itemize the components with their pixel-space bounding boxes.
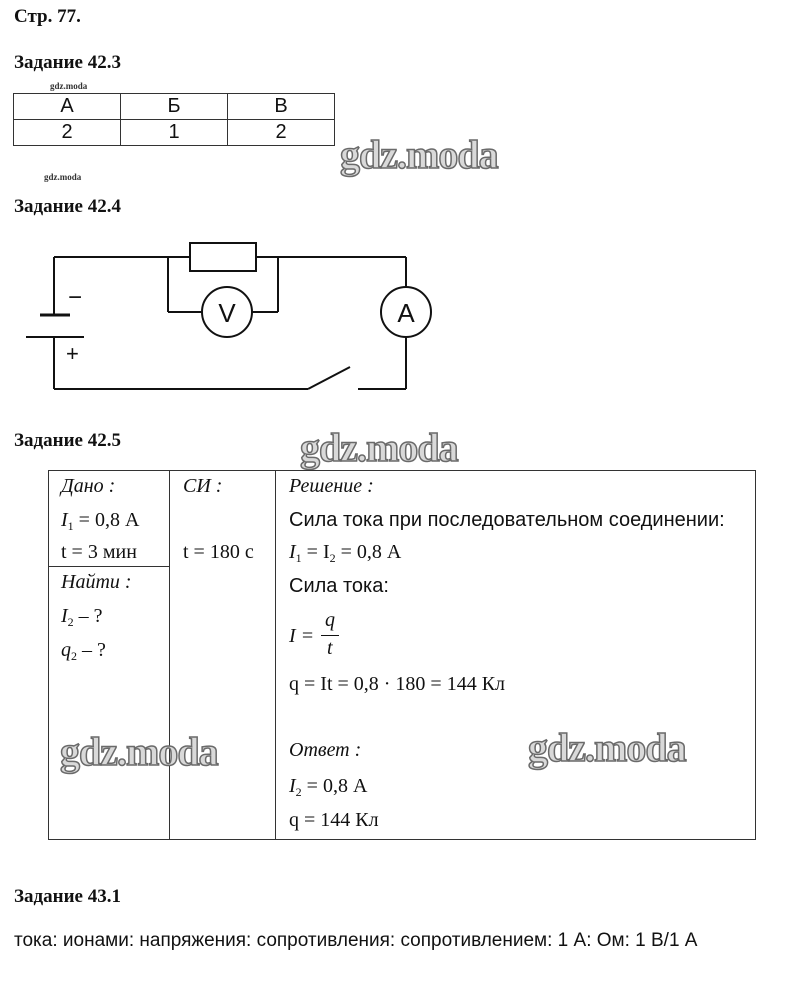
table-header-row — [14, 94, 335, 120]
formula-lhs: I = — [289, 625, 315, 647]
task-43-1-answer: тока: ионами: напряжения: сопротивления: сопротивлением: 1 А: Ом: 1 В/1 А — [14, 930, 698, 951]
divider — [169, 471, 170, 839]
resistor — [190, 243, 256, 271]
watermark-small: gdz.moda — [50, 81, 88, 91]
solution-line: Сила тока: — [289, 575, 389, 597]
watermark: gdz.moda — [60, 729, 218, 774]
find-label: Найти : — [61, 571, 132, 593]
formula-numerator: q — [325, 609, 335, 631]
task-42-4-heading: Задание 42.4 — [14, 196, 121, 217]
circuit-diagram — [0, 230, 460, 400]
fraction-bar — [321, 635, 339, 636]
plus-sign: + — [66, 341, 79, 366]
divider — [49, 566, 169, 567]
answer-current: $I_2 = 0,8$ А — [289, 775, 368, 799]
answer-table-42-3 — [13, 93, 335, 146]
solution-table — [48, 470, 756, 840]
table-cell: 1 — [121, 120, 228, 146]
ammeter-label: A — [397, 298, 415, 328]
solution-line: $I_1 = I_2 = 0,8$ А — [289, 541, 402, 565]
page-title: Стр. 77. — [14, 6, 81, 27]
answer-charge: q = 144 Кл — [289, 809, 379, 831]
given-time: t = 3 мин — [61, 541, 137, 563]
watermark: gdz.moda — [528, 725, 686, 770]
given-current: $I_1 = 0,8$ А — [61, 509, 140, 533]
task-42-3-heading: Задание 42.3 — [14, 52, 121, 73]
table-header-cell: Б — [121, 94, 228, 120]
solution-label: Решение : — [289, 475, 374, 497]
answer-label: Ответ : — [289, 739, 362, 761]
voltmeter-label: V — [218, 298, 236, 328]
given-label: Дано : — [61, 475, 116, 497]
watermark-small: gdz.moda — [44, 172, 82, 182]
find-current: $I_2$ – ? — [61, 605, 103, 629]
table-cell: 2 — [14, 120, 121, 146]
watermark: gdz.moda — [340, 132, 498, 177]
solution-line: Сила тока при последовательном соединении: — [289, 509, 725, 531]
si-label: СИ : — [183, 475, 223, 497]
find-charge: $q_2$ – ? — [61, 639, 106, 663]
watermark: gdz.moda — [300, 425, 458, 470]
task-43-1-heading: Задание 43.1 — [14, 886, 121, 907]
table-header-cell: А — [14, 94, 121, 120]
si-value: t = 180 с — [183, 541, 254, 563]
table-header-cell: В — [228, 94, 335, 120]
table-row — [14, 120, 335, 146]
formula-denominator: t — [327, 637, 333, 659]
switch — [308, 367, 350, 389]
divider — [275, 471, 276, 839]
table-cell: 2 — [228, 120, 335, 146]
solution-line: q = It = 0,8 · 180 = 144 Кл — [289, 673, 506, 695]
minus-sign: − — [68, 284, 83, 311]
task-42-5-heading: Задание 42.5 — [14, 430, 121, 451]
